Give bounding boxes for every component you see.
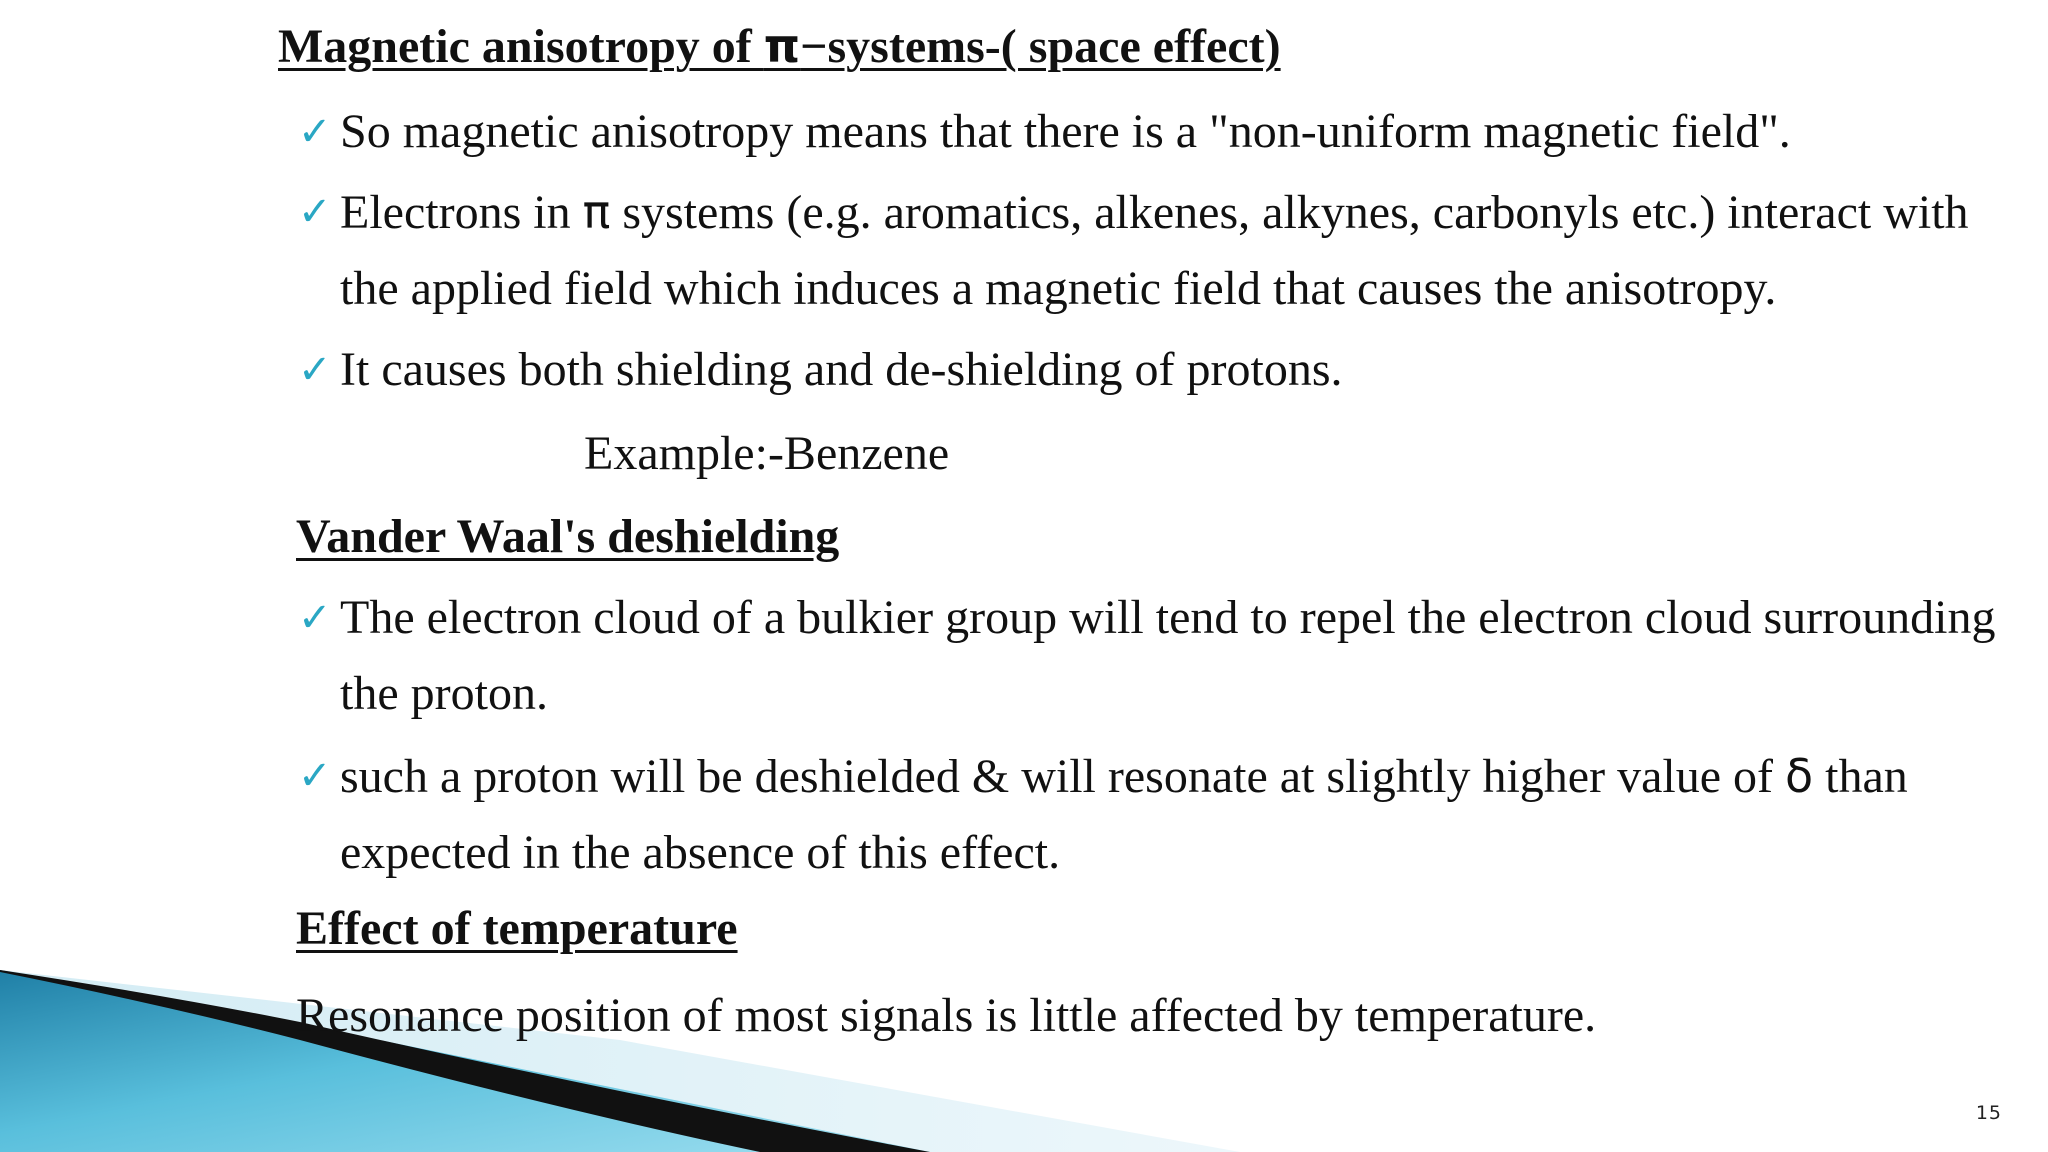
pi-symbol: π [582,185,611,239]
checkmark-icon: ✓ [298,753,332,799]
bullet-text: So magnetic anisotropy means that there is a "non-uniform magnetic field". [340,105,1791,158]
heading-effect-of-temperature: Effect of temperature [296,902,738,955]
bullet-item [298,332,2018,408]
checkmark-icon: ✓ [298,109,332,155]
bullet-text: It causes both shielding and de-shielding of protons. [340,343,1343,396]
heading-vander-waals: Vander Waal's deshielding [296,510,840,563]
bullet-text [340,738,2018,891]
bullet-item [298,174,2018,327]
temperature-text: Resonance position of most signals is little affected by temperature. [296,989,1597,1042]
bullet-text-suffix: systems (e.g. aromatics, alkenes, alkynes, carbonyls etc.) interact with the applied field which induces a magnetic field that causes the anisotropy. [340,186,1969,315]
checkmark-icon: ✓ [298,347,332,393]
heading-magnetic-anisotropy [278,18,1281,76]
heading-suffix: −systems-( space effect) [800,20,1281,73]
bullet-item [298,94,2018,170]
delta-symbol: δ [1785,749,1814,803]
page-number: 15 [1975,1102,2002,1124]
heading-prefix: Magnetic anisotropy of [278,20,764,73]
bullet-text-suffix: than expected in the absence of this effect. [340,750,1908,879]
bullet-text: The electron cloud of a bulkier group will tend to repel the electron cloud surrounding the proton. [340,591,1996,720]
example-text: Example:-Benzene [584,427,950,480]
bullet-item [298,580,2018,732]
checkmark-icon: ✓ [298,595,332,641]
bullet-text [340,174,2018,327]
bullet-text-prefix: such a proton will be deshielded & will resonate at slightly higher value of [340,750,1785,803]
bullet-item [298,738,2018,891]
pi-symbol: π [763,19,801,73]
checkmark-icon: ✓ [298,189,332,235]
bullet-text-prefix: Electrons in [340,186,583,239]
